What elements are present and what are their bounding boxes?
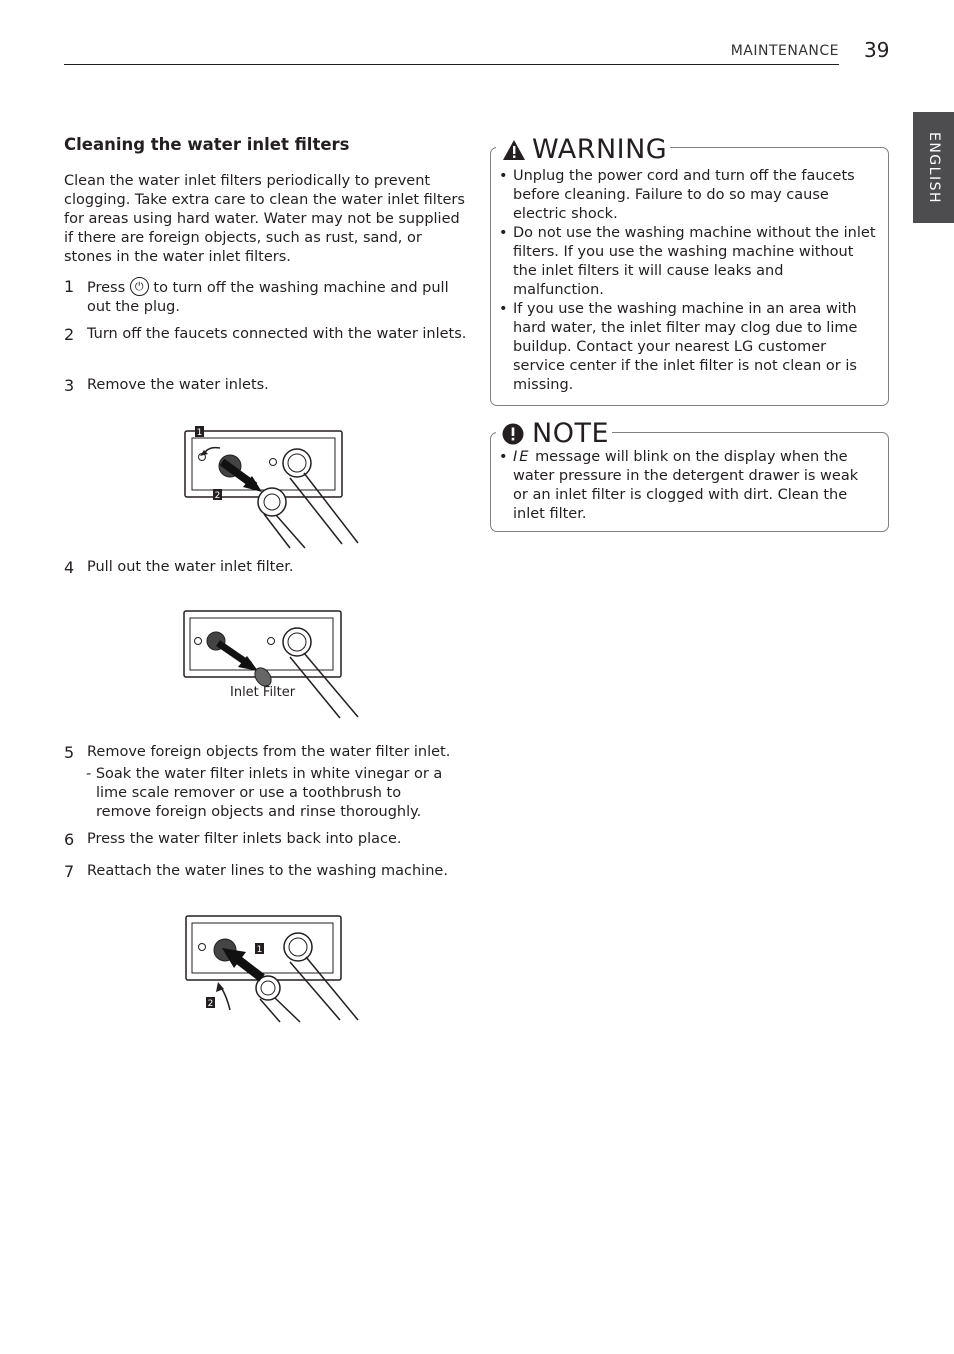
- figure-label: Inlet Filter: [230, 685, 296, 700]
- step-5: [64, 743, 469, 762]
- error-code: IE: [513, 449, 531, 465]
- step-text: Press: [87, 280, 126, 296]
- step-number: 5: [64, 743, 75, 762]
- step-text: Turn off the faucets connected with the water inlets.: [87, 326, 467, 342]
- warning-box: [490, 134, 889, 406]
- figure-marker: 1: [256, 945, 263, 955]
- step-number: 1: [64, 277, 75, 296]
- reattach-illustration: [180, 910, 365, 1025]
- figure-marker: 2: [207, 999, 214, 1009]
- step-number: 3: [64, 376, 75, 395]
- section-title: MAINTENANCE: [730, 43, 839, 59]
- list-item: • Do not use the washing machine without the inlet filters. If you use the washing machine without the inlet filters it will cause leaks and malfunction.: [491, 224, 876, 300]
- page-number: 39: [864, 38, 890, 62]
- note-box: [490, 418, 889, 532]
- step-number: 2: [64, 325, 75, 344]
- intro-paragraph: Clean the water inlet filters periodically to prevent clogging. Take extra care to clean the water inlet filters for areas using hard water. Water may not be supplied if there are foreign objects, such as rust, sand, or stones in the water inlet filters.: [64, 173, 465, 265]
- note-text: message will blink on the display when the water pressure in the detergent drawer is weak or an inlet filter is clogged with dirt. Clean the inlet filter.: [513, 449, 859, 522]
- figure-marker: 2: [214, 491, 221, 501]
- step-number: 4: [64, 558, 75, 577]
- warning-icon: [502, 139, 526, 161]
- note-title: NOTE: [532, 418, 610, 449]
- figure-marker: 1: [196, 428, 203, 438]
- language-tab-label: ENGLISH: [925, 131, 942, 204]
- step-6: [64, 830, 469, 849]
- list-item: • If you use the washing machine in an area with hard water, the inlet filter may clog due to lime buildup. Contact your nearest LG customer service center if the inlet filter is not clean or is missing.: [491, 300, 876, 395]
- warning-list: [491, 167, 876, 395]
- step-text: Reattach the water lines to the washing machine.: [87, 863, 448, 879]
- note-header: [496, 418, 612, 449]
- remove-inlets-illustration: [180, 420, 365, 550]
- list-item: [491, 448, 876, 524]
- step-text: Remove foreign objects from the water filter inlet.: [87, 744, 451, 760]
- step-2: [64, 325, 469, 344]
- note-icon: [502, 423, 524, 445]
- list-item: • Unplug the power cord and turn off the faucets before cleaning. Failure to do so may cause electric shock.: [491, 167, 876, 224]
- step-text: Press the water filter inlets back into place.: [87, 831, 402, 847]
- step-4: [64, 558, 469, 577]
- step-number: 7: [64, 862, 75, 881]
- heading: Cleaning the water inlet filters: [64, 135, 350, 154]
- warning-title: WARNING: [532, 134, 668, 165]
- header-rule: [64, 64, 839, 65]
- power-icon: [130, 277, 149, 296]
- step-1: [64, 277, 469, 317]
- step-text: Pull out the water inlet filter.: [87, 559, 294, 575]
- step-7: [64, 862, 469, 881]
- step-3: [64, 376, 469, 395]
- note-list: [491, 448, 876, 524]
- pull-filter-illustration: [180, 605, 365, 723]
- step-number: 6: [64, 830, 75, 849]
- step-text: to turn off the washing machine and pull out the plug.: [87, 280, 449, 315]
- step-5-sub: - Soak the water filter inlets in white vinegar or a lime scale remover or use a toothbrush to remove foreign objects and rinse thoroughly.: [86, 766, 443, 820]
- language-tab: [913, 112, 954, 223]
- warning-header: [496, 134, 670, 165]
- step-text: Remove the water inlets.: [87, 377, 269, 393]
